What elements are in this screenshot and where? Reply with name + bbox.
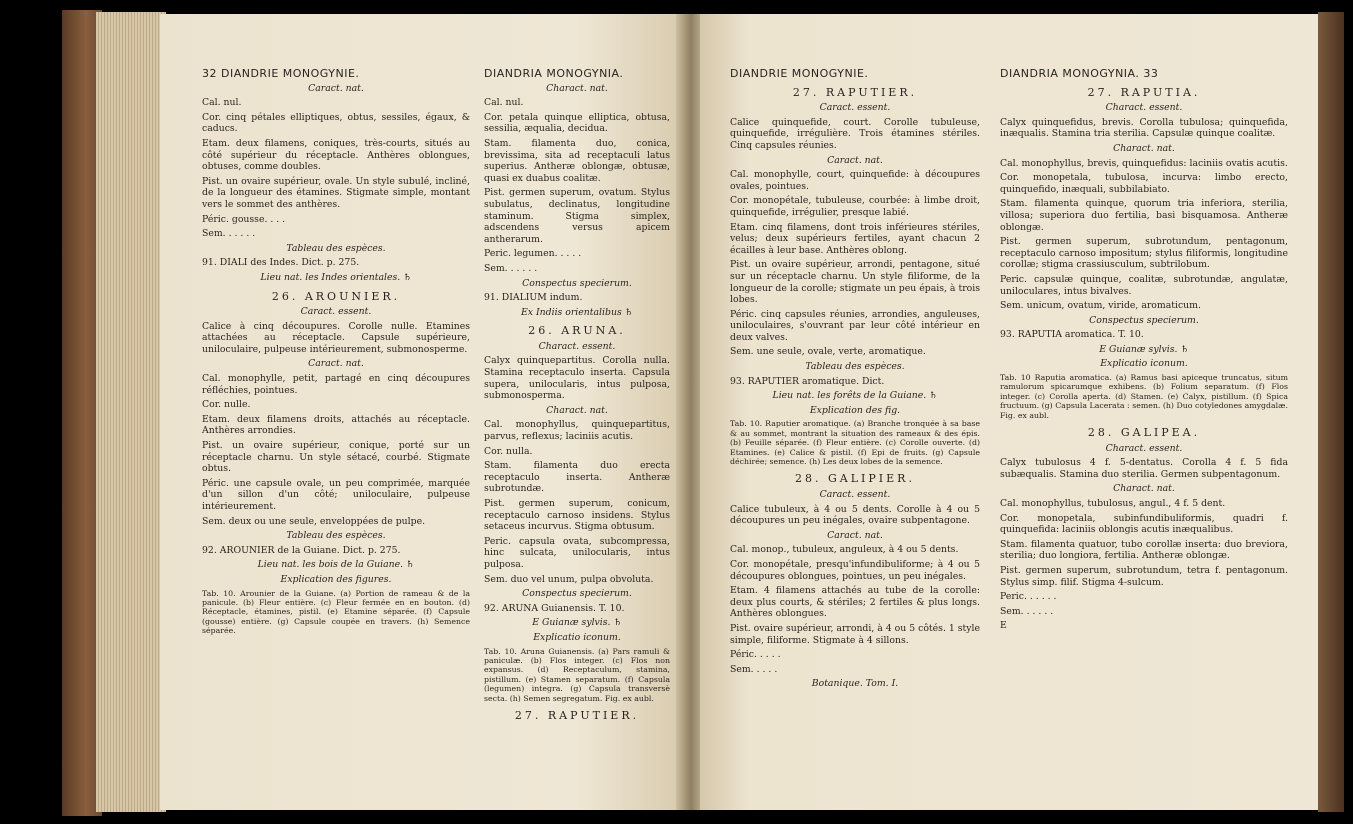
text-paragraph: 93. RAPUTIA aromatica. T. 10. [1000,329,1144,341]
right-page-french-column [730,14,980,693]
text-paragraph: Calyx quinquepartitus. Corolla nulla. Stamina receptaculo inserta. Capsula supera, unilocularis, intus pulposa, submonosperma. [484,355,670,402]
text-paragraph: Peric. capsula ovata, subcompressa, hinc sulcata, unilocularis, intus pulposa. [484,535,670,570]
text-paragraph: Charact. nat. [546,404,608,416]
text-paragraph: Caract. essent. [819,102,891,114]
section-heading: 28. GALIPIER. [795,472,915,486]
text-paragraph: Sem. . . . . [730,663,778,675]
text-paragraph: 91. DIALI des Indes. Dict. p. 275. [202,257,360,269]
text-paragraph: Cor. monopétale, presqu'infundibuliforme; à 4 ou 5 découpures oblongues, pointues, un peu inégales. [730,559,980,582]
text-paragraph: Charact. nat. [1113,142,1175,154]
text-paragraph: Calice à cinq découpures. Corolle nulle. Etamines attachées au réceptacle. Capsule supérieure, uniloculaire, pulpeuse intérieurement, submonosperme. [202,320,470,355]
text-paragraph: E Guianæ sylvis. ♄ [532,617,622,629]
section-heading: 28. GALIPEA. [1087,426,1201,440]
text-paragraph: Etam. deux filamens droits, attachés au réceptacle. Anthères arrondies. [202,413,470,437]
right-page-latin-column [1000,14,1288,635]
text-paragraph: Tableau des espèces. [286,530,386,542]
text-paragraph: Cal. monophylle, court, quinquefide: à découpures ovales, pointues. [730,169,980,192]
text-paragraph: 93. RAPUTIER aromatique. Dict. [730,375,885,387]
text-paragraph: Etam. 4 filamens attachés au tube de la corolle: deux plus courts, & stériles; 2 fertiles & plus longs. Anthères oblongues. [730,585,980,620]
text-paragraph: Cal. nul. [202,97,242,109]
right-page-header-french: DIANDRIE MONOGYNIE. [730,67,869,80]
text-paragraph: Ex Indiis orientalibus ♄ [521,306,633,318]
text-paragraph: Sem. . . . . . [202,228,256,240]
text-paragraph: Caract. nat. [827,529,883,541]
text-paragraph: Calice tubuleux, à 4 ou 5 dents. Corolle à 4 ou 5 découpures un peu inégales, ovaire subpentagone. [730,503,980,527]
text-paragraph: Lieu nat. les Indes orientales. ♄ [260,271,412,283]
text-paragraph: Pist. germen superum, conicum, receptaculo carnoso insidens. Stylus setaceus incurvus. Stigma obtusum. [484,498,670,533]
figure-caption: Tab. 10. Raputier aromatique. (a) Branche tronquée à sa base & au sommet, montrant la situation des rameaux & des épis. (b) Feuille séparée. (f) Fleur entière. (c) Corolle ouverte. (d) Etamines. (e) Calice & pistil. (f) Epi de fruits. (g) Capsule déchirée; semence. (h) Les deux lobes de la semence. [730,419,980,467]
text-paragraph: Pist. germen superum, ovatum. Stylus subulatus, declinatus, longitudine staminum. Stigma simplex, adscendens versus apicem antherarum. [484,187,670,245]
text-paragraph: Lieu nat. les bois de la Guiane. ♄ [257,559,415,571]
text-paragraph: Stam. filamenta quinque, quorum tria inferiora, sterilia, villosa; superiora duo fertilia, basi bisquamosa. Antheræ oblongæ. [1000,198,1288,233]
text-paragraph: E [1000,620,1007,632]
text-paragraph: Caract. nat. [308,82,364,94]
book-cover-right [1318,12,1344,812]
text-paragraph: Explicatio iconum. [1100,358,1188,370]
text-paragraph: Explication des figures. [280,573,392,585]
text-paragraph: Charact. essent. [538,340,616,352]
latin-text-block [1000,87,1288,632]
text-paragraph: Etam. cinq filamens, dont trois inférieures stériles, velus; deux supérieurs fertiles, ayant chacun 2 écailles à leur base. Anthères oblong. [730,221,980,256]
text-paragraph: Sem. . . . . . [484,262,538,274]
text-paragraph: Caract. essent. [300,306,372,318]
text-paragraph: Pist. germen superum, subrotundum, tetra f. pentagonum. Stylus simp. filif. Stigma 4-sulcum. [1000,565,1288,588]
text-paragraph: Calice quinquefide, court. Corolle tubuleuse, quinquefide, irrégulière. Trois étamines stériles. Cinq capsules réunies. [730,116,980,151]
section-heading: 26. AROUNIER. [271,289,401,303]
text-paragraph: Cor. monopetala, tubulosa, incurva: limbo erecto, quinquefido, inæquali, subbilabiato. [1000,172,1288,195]
text-paragraph: Cal. monophylle, petit, partagé en cinq découpures réfléchies, pointues. [202,373,470,396]
text-paragraph: Cor. petala quinque elliptica, obtusa, sessilia, æqualia, decidua. [484,111,670,135]
text-paragraph: Péric. gousse. . . . [202,213,286,225]
latin-text-block [484,83,670,722]
french-text-block [202,83,470,636]
text-paragraph: Péric. cinq capsules réunies, arrondies, anguleuses, uniloculaires, s'ouvrant par leur côté intérieur en deux valves. [730,308,980,343]
text-paragraph: Caract. nat. [308,358,364,370]
text-paragraph: Peric. capsulæ quinque, coalitæ, subrotundæ, angulatæ, uniloculares, intus bivalves. [1000,273,1288,297]
text-paragraph: Stam. filamenta quatuor, tubo corollæ inserta: duo breviora, sterilia; duo longiora, fertilia. Antheræ oblongæ. [1000,538,1288,562]
text-paragraph: Explicatio iconum. [533,631,621,643]
text-paragraph: Péric. une capsule ovale, un peu comprimée, marquée d'un sillon d'un côté; uniloculaire, pulpeuse intérieurement. [202,477,470,512]
left-page-header-french: 32 DIANDRIE MONOGYNIE. [202,67,360,80]
text-paragraph: Caract. nat. [827,154,883,166]
figure-caption: Tab. 10. Aruna Guianensis. (a) Pars ramuli & paniculæ. (b) Flos integer. (c) Flos non expansus. (d) Receptaculum, stamina, pistillum. (e) Stamen separatum. (f) Capsula (legumen) integra. (g) Capsula transversè secta. (h) Semen segregatum. Fig. ex aubl. [484,646,670,703]
text-paragraph: Conspectus specierum. [1089,314,1199,326]
text-paragraph: Peric. legumen. . . . . [484,248,582,260]
text-paragraph: Sem. deux ou une seule, enveloppées de pulpe. [202,515,426,527]
text-paragraph: Cor. monopétale, tubuleuse, courbée: à limbe droit, quinquefide, irrégulier, presque labié. [730,195,980,218]
text-paragraph: Calyx tubulosus 4 f. 5-dentatus. Corolla 4 f. 5 fida subæqualis. Stamina duo sterilia. Germen subpentagonum. [1000,457,1288,480]
left-page-header-latin: DIANDRIA MONOGYNIA. [484,67,624,80]
text-paragraph: Pist. germen superum, subrotundum, pentagonum, receptaculo carnoso impositum; stylus filiformis, longitudine corollæ; stigma crassiusculum, subtrilobum. [1000,236,1288,271]
text-paragraph: Pist. ovaire supérieur, arrondi, à 4 ou 5 côtés. 1 style simple, filiforme. Stigmate à 4 sillons. [730,623,980,646]
text-paragraph: Charact. nat. [1113,483,1175,495]
text-paragraph: Tableau des espèces. [286,242,386,254]
text-paragraph: Stam. filamenta duo erecta receptaculo inserta. Antheræ subrotundæ. [484,460,670,495]
text-paragraph: Cal. nul. [484,97,524,109]
text-paragraph: 91. DIALIUM indum. [484,292,583,304]
french-text-block [730,87,980,690]
text-paragraph: Sem. . . . . . [1000,605,1054,617]
left-page [160,14,680,810]
text-paragraph: 92. ARUNA Guianensis. T. 10. [484,602,625,614]
text-paragraph: Lieu nat. les forêts de la Guiane. ♄ [772,390,938,402]
text-paragraph: Cal. monophyllus, quinquepartitus, parvus, reflexus; laciniis acutis. [484,419,670,443]
text-paragraph: Botanique. Tom. I. [811,678,899,690]
text-paragraph: Charact. essent. [1105,442,1183,454]
text-paragraph: Cor. monopetala, subinfundibuliformis, quadri f. quinquefida: laciniis oblongis acutis inæqualibus. [1000,512,1288,536]
section-heading: 27. RAPUTIA. [1087,85,1201,99]
text-paragraph: Explication des fig. [809,404,901,416]
text-paragraph: E Guianæ sylvis. ♄ [1099,343,1189,355]
section-heading: 26. ARUNA. [528,324,626,338]
figure-caption: Tab. 10 Raputia aromatica. (a) Ramus basi apiceque truncatus, situm ramulorum spicarumque exhibens. (b) Folium separatum. (f) Flos integer. (c) Corolla aperta. (d) Stamen. (e) Calyx, pistillum. (f) Spica fructuum. (g) Capsula Lacerata : semen. (h) Duo cotyledones amygdalæ. Fig. ex aubl. [1000,373,1288,420]
text-paragraph: Charact. nat. [546,82,608,94]
text-paragraph: 92. AROUNIER de la Guiane. Dict. p. 275. [202,544,401,556]
text-paragraph: Cor. cinq pétales elliptiques, obtus, sessiles, égaux, & caducs. [202,111,470,135]
text-paragraph: Sem. une seule, ovale, verte, aromatique. [730,346,926,358]
text-paragraph: Tableau des espèces. [805,361,905,373]
section-heading: 27. RAPUTIER. [792,85,918,99]
text-paragraph: Conspectus specierum. [522,588,632,600]
text-paragraph: Etam. deux filamens, coniques, très-courts, situés au côté supérieur du réceptacle. Anthères oblongues, obtuses, comme doubles. [202,137,470,173]
text-paragraph: Peric. . . . . . [1000,591,1057,603]
text-paragraph: Pist. un ovaire supérieur, ovale. Un style subulé, incliné, de la longueur des étamines. Stigmate simple, montant vers le sommet des anthères. [202,175,470,210]
text-paragraph: Stam. filamenta duo, conica, brevissima, sita ad receptaculi latus superius. Antheræ oblongæ, obtusæ, quasi ex duabus coalitæ. [484,137,670,184]
text-paragraph: Cor. nulle. [202,399,251,411]
text-paragraph: Cal. monop., tubuleux, anguleux, à 4 ou 5 dents. [730,544,959,556]
text-paragraph: Calyx quinquefidus, brevis. Corolla tubulosa; quinquefida, inæqualis. Stamina tria sterilia. Capsulæ quinque coalitæ. [1000,116,1288,140]
text-paragraph: Pist. un ovaire supérieur, conique, porté sur un réceptacle charnu. Un style sétacé, courbé. Stigmate obtus. [202,440,470,475]
right-page-header-latin: DIANDRIA MONOGYNIA. 33 [1000,67,1159,80]
text-paragraph: Péric. . . . . [730,649,781,661]
text-paragraph: Sem. unicum, ovatum, viride, aromaticum. [1000,300,1201,312]
text-paragraph: Cal. monophyllus, tubulosus, angul., 4 f. 5 dent. [1000,498,1226,510]
left-page-french-column [202,14,470,639]
right-page [700,14,1320,810]
text-paragraph: Conspectus specierum. [522,277,632,289]
figure-caption: Tab. 10. Arounier de la Guiane. (a) Portion de rameau & de la panicule. (b) Fleur entière. (c) Fleur fermée en en bouton. (d) Réceptacle, étamines, pistil. (e) Etamine séparée. (f) Capsule (gousse) entière. (g) Capsule coupée en travers. (h) Semence séparée. [202,588,470,636]
text-paragraph: Cor. nulla. [484,445,533,457]
left-page-latin-column [484,14,670,726]
text-paragraph: Cal. monophyllus, brevis, quinquefidus: laciniis ovatis acutis. [1000,157,1288,169]
text-paragraph: Caract. essent. [819,489,891,501]
text-paragraph: Charact. essent. [1105,102,1183,114]
text-paragraph: Sem. duo vel unum, pulpa obvoluta. [484,573,654,585]
text-paragraph: Pist. un ovaire supérieur, arrondi, pentagone, situé sur un réceptacle charnu. Un style filiforme, de la longueur de la corolle; stigmate un peu épais, à trois lobes. [730,259,980,306]
page-stack-edge [96,12,166,812]
section-heading: 27. RAPUTIER. [514,708,640,722]
